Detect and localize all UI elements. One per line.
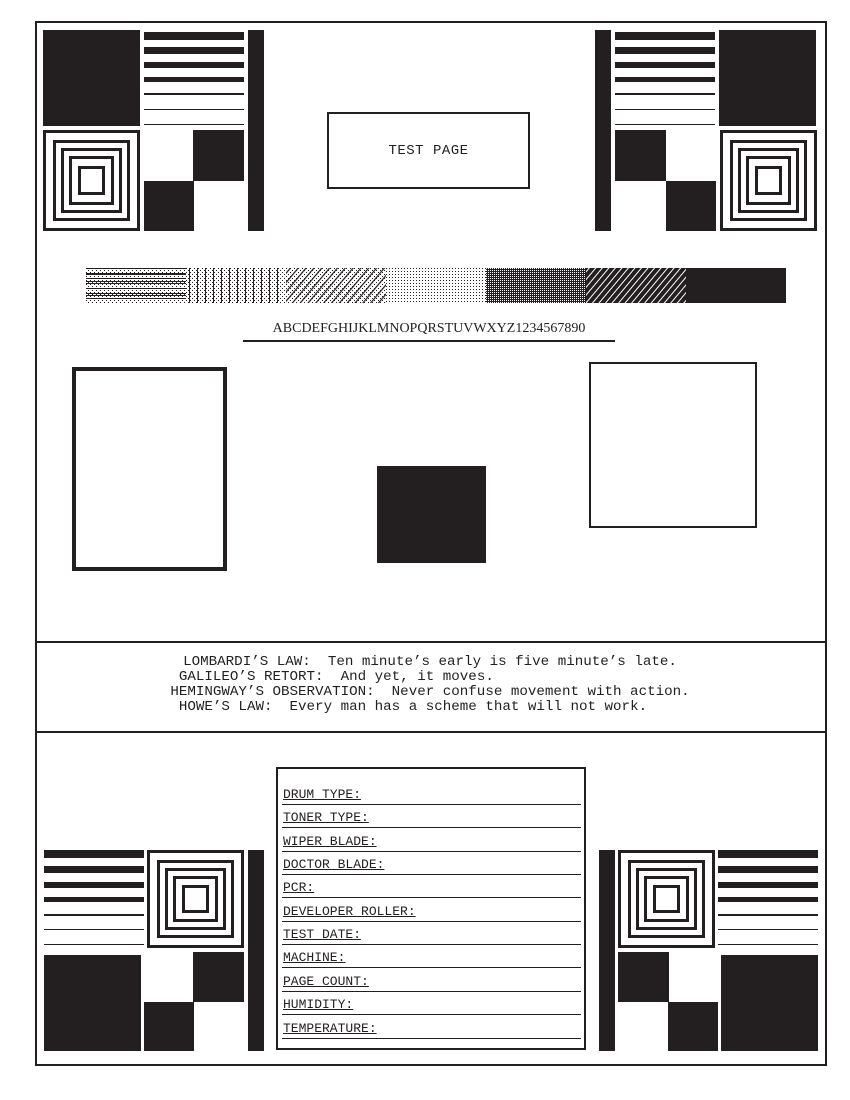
checker-square — [144, 181, 194, 231]
thin-line — [718, 914, 818, 916]
thin-line — [144, 124, 244, 125]
quote-line: LOMBARDI’S LAW: Ten minute’s early is five minute’s late. — [183, 654, 677, 670]
vertical-bar — [599, 850, 615, 1051]
form-field-temperature: TEMPERATURE: — [282, 1018, 581, 1039]
thick-line — [718, 850, 818, 858]
thick-line — [615, 77, 715, 82]
thin-line — [144, 109, 244, 110]
checker-square — [668, 1002, 718, 1051]
checker-square — [144, 1002, 194, 1051]
checker-square — [666, 181, 716, 231]
thick-line — [44, 850, 144, 858]
solid-square — [719, 30, 816, 126]
test-record-form — [276, 767, 586, 1050]
thin-line — [615, 109, 715, 110]
form-field-wiper-blade: WIPER BLADE: — [282, 831, 581, 852]
thick-line — [44, 882, 144, 888]
pattern-density-bar — [86, 268, 786, 303]
thick-line — [144, 32, 244, 40]
form-field-page-count: PAGE COUNT: — [282, 971, 581, 992]
thin-line — [44, 944, 144, 945]
outlined-rectangle-thick — [72, 367, 227, 571]
thin-line — [44, 914, 144, 916]
solid-square-center — [377, 466, 486, 563]
section-divider-bottom — [35, 731, 827, 733]
vertical-bar — [248, 850, 264, 1051]
thick-line — [615, 62, 715, 68]
thin-line — [718, 944, 818, 945]
quote-line: GALILEO’S RETORT: And yet, it moves. — [178, 669, 682, 685]
thick-line — [718, 866, 818, 873]
vertical-bar — [248, 30, 264, 231]
thin-line — [718, 929, 818, 930]
form-field-doctor-blade: DOCTOR BLADE: — [282, 854, 581, 875]
quote-line: HOWE’S LAW: Every man has a scheme that will not work. — [178, 699, 682, 715]
checker-square — [618, 952, 669, 1002]
thick-line — [615, 47, 715, 54]
alphabet-line: ABCDEFGHIJKLMNOPQRSTUVWXYZ1234567890 — [243, 318, 615, 342]
thick-line — [718, 897, 818, 902]
thick-line — [44, 897, 144, 902]
page-title: TEST PAGE — [327, 112, 530, 189]
solid-square — [721, 955, 818, 1051]
thick-line — [718, 882, 818, 888]
solid-square — [43, 30, 140, 126]
thin-line — [44, 929, 144, 930]
outlined-square-thin — [589, 362, 757, 528]
thick-line — [44, 866, 144, 873]
form-field-toner-type: TONER TYPE: — [282, 807, 581, 828]
form-field-test-date: TEST DATE: — [282, 924, 581, 945]
checker-square — [615, 130, 666, 181]
form-field-developer-roller: DEVELOPER ROLLER: — [282, 901, 581, 922]
thick-line — [144, 62, 244, 68]
form-field-machine: MACHINE: — [282, 947, 581, 968]
thin-line — [144, 93, 244, 95]
quotes-block — [36, 655, 824, 715]
thick-line — [144, 47, 244, 54]
checker-square — [193, 952, 244, 1002]
vertical-bar — [595, 30, 611, 231]
thick-line — [615, 32, 715, 40]
solid-square — [44, 955, 141, 1051]
form-field-drum-type: DRUM TYPE: — [282, 784, 581, 805]
form-field-humidity: HUMIDITY: — [282, 994, 581, 1015]
section-divider-top — [35, 641, 827, 643]
checker-square — [193, 130, 244, 181]
thick-line — [144, 77, 244, 82]
quote-line: HEMINGWAY’S OBSERVATION: Never confuse movement with action. — [170, 684, 690, 700]
thin-line — [615, 124, 715, 125]
thin-line — [615, 93, 715, 95]
form-field-pcr: PCR: — [282, 877, 581, 898]
